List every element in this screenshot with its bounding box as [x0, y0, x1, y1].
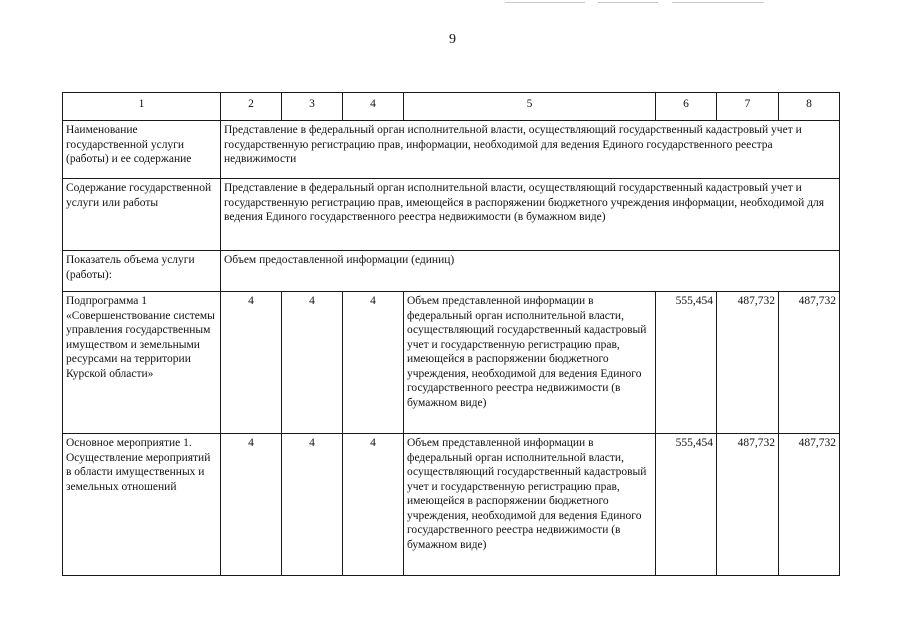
column-header: 3: [282, 93, 343, 121]
row-value-col6: 555,454: [656, 434, 717, 576]
scan-artifact-line: [672, 2, 764, 3]
row-name: Подпрограмма 1 «Совершенствование системы управления государственным имуществом и земельными ресурсами на территории Курской области»: [63, 292, 221, 434]
service-name-text: Представление в федеральный орган исполнительной власти, осуществляющий государственный кадастровый учет и государственную регистрацию прав, информации, необходимой для ведения Единого государственного реестра недвижимости: [221, 121, 840, 179]
row-value-col3: 4: [282, 434, 343, 576]
service-name-label: Наименование государственной услуги (работы) и ее содержание: [63, 121, 221, 179]
service-content-label: Содержание государственной услуги или работы: [63, 179, 221, 251]
row-value-col7: 487,732: [717, 434, 779, 576]
scan-artifact-line: [598, 2, 658, 3]
table-header-row: [63, 93, 840, 121]
volume-indicator-text: Объем предоставленной информации (единиц): [221, 251, 840, 292]
row-value-col3: 4: [282, 292, 343, 434]
row-value-col2: 4: [221, 292, 282, 434]
volume-indicator-row: [63, 251, 840, 292]
row-value-col4: 4: [343, 292, 404, 434]
service-content-row: [63, 179, 840, 251]
row-description: Объем представленной информации в федеральный орган исполнительной власти, осуществляющий государственный кадастровый учет и государственную регистрацию прав, имеющейся в распоряжении бюджетного учреждения, необходимой для ведения Единого государственного реестра недвижимости (в бумажном виде): [404, 292, 656, 434]
scan-artifact-line: [505, 2, 585, 3]
row-value-col7: 487,732: [717, 292, 779, 434]
service-table: [62, 92, 840, 576]
row-value-col2: 4: [221, 434, 282, 576]
row-value-col8: 487,732: [779, 292, 840, 434]
page-number: 9: [449, 32, 456, 47]
row-name: Основное мероприятие 1. Осуществление мероприятий в области имущественных и земельных отношений: [63, 434, 221, 576]
service-name-row: [63, 121, 840, 179]
column-header: 6: [656, 93, 717, 121]
row-value-col4: 4: [343, 434, 404, 576]
column-header: 8: [779, 93, 840, 121]
table-row: [63, 292, 840, 434]
column-header: 1: [63, 93, 221, 121]
table-row: [63, 434, 840, 576]
column-header: 7: [717, 93, 779, 121]
row-description: Объем представленной информации в федеральный орган исполнительной власти, осуществляющий государственный кадастровый учет и государственную регистрацию прав, имеющейся в распоряжении бюджетного учреждения, необходимой для ведения Единого государственного реестра недвижимости (в бумажном виде): [404, 434, 656, 576]
service-content-text: Представление в федеральный орган исполнительной власти, осуществляющий государственный кадастровый учет и государственную регистрацию прав, имеющейся в распоряжении бюджетного учреждения информации, необходимой для ведения Единого государственного реестра недвижимости (в бумажном виде): [221, 179, 840, 251]
volume-indicator-label: Показатель объема услуги (работы):: [63, 251, 221, 292]
row-value-col6: 555,454: [656, 292, 717, 434]
column-header: 4: [343, 93, 404, 121]
column-header: 5: [404, 93, 656, 121]
column-header: 2: [221, 93, 282, 121]
row-value-col8: 487,732: [779, 434, 840, 576]
